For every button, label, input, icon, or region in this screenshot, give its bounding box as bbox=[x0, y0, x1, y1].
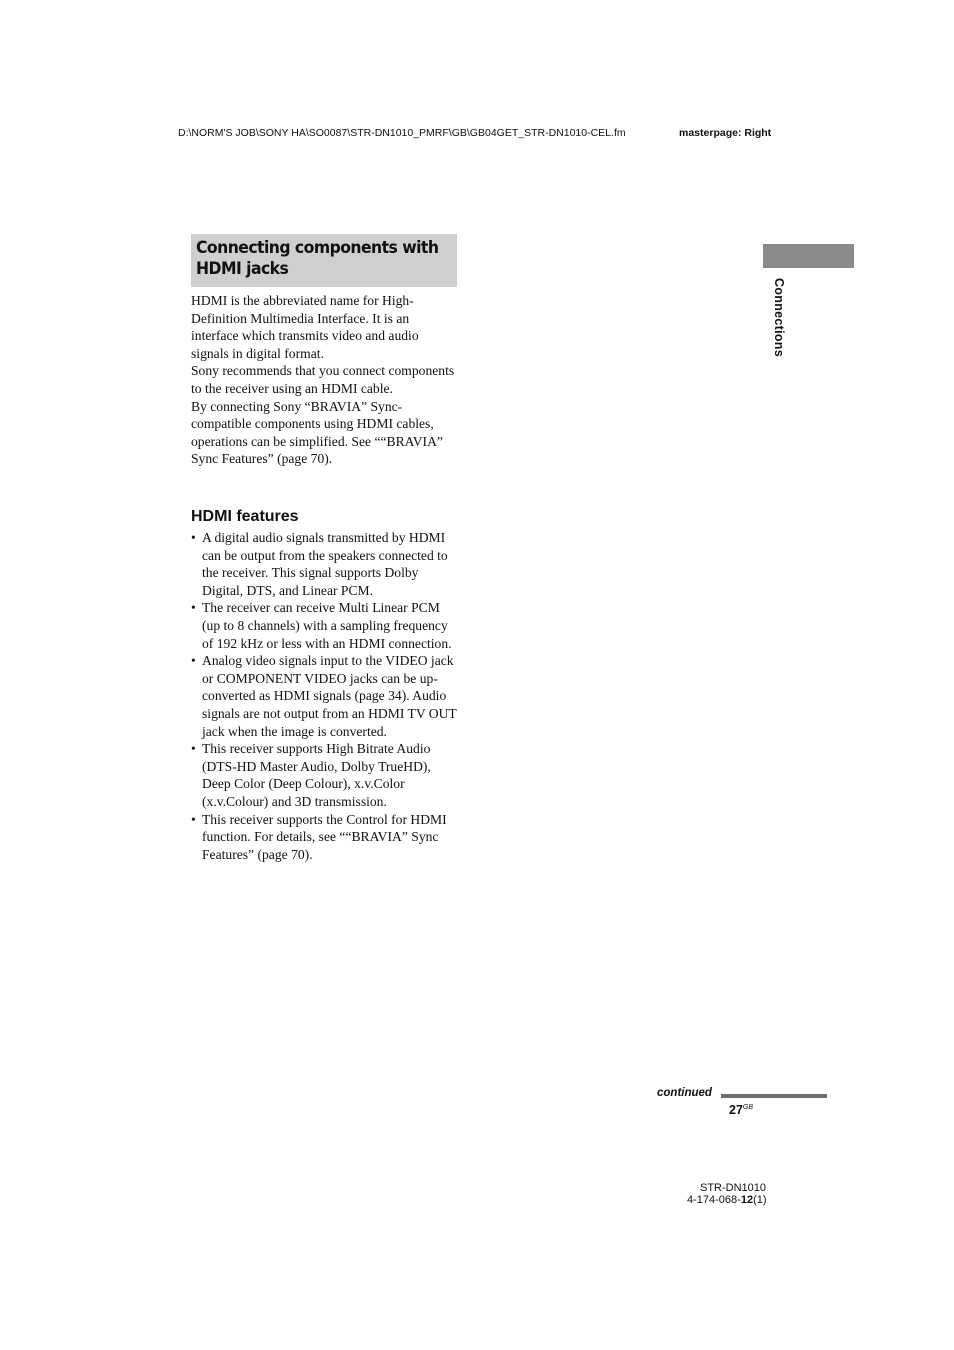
section-title-line1: Connecting components with bbox=[196, 238, 439, 258]
intro-paragraph: Sony recommends that you connect components to the receiver using an HDMI cable. bbox=[191, 363, 455, 396]
section-heading bbox=[191, 234, 457, 287]
list-item-text: The receiver can receive Multi Linear PCM (up to 8 channels) with a sampling frequency of 192 kHz or less with an HDMI connection. bbox=[202, 600, 452, 651]
intro-paragraph: HDMI is the abbreviated name for High-Definition Multimedia Interface. It is an interface which transmits video and audio signals in digital format. bbox=[191, 293, 419, 361]
side-tab-label: Connections bbox=[772, 278, 786, 357]
list-item bbox=[191, 652, 457, 740]
section-title-line2: HDMI jacks bbox=[196, 259, 289, 279]
continued-label: continued bbox=[657, 1087, 712, 1099]
list-item bbox=[191, 811, 457, 864]
code-bold: 12 bbox=[740, 1194, 754, 1206]
intro-paragraph: By connecting Sony “BRAVIA” Sync-compatible components using HDMI cables, operations can be simplified. See ““BRAVIA” Sync Features” (page 70). bbox=[191, 398, 443, 467]
masterpage-label: masterpage: Right bbox=[679, 127, 772, 139]
page-number-suffix: GB bbox=[742, 1103, 754, 1111]
features-heading: HDMI features bbox=[191, 508, 299, 525]
continued-rule bbox=[721, 1094, 827, 1098]
file-path-header: D:\NORM'S JOB\SONY HA\SO0087\STR-DN1010_PMRF\GB\GB04GET_STR-DN1010-CEL.fm bbox=[178, 127, 626, 139]
list-item bbox=[191, 529, 457, 599]
model-number: STR-DN1010 bbox=[700, 1182, 767, 1194]
features-list bbox=[191, 529, 457, 863]
list-item-text: Analog video signals input to the VIDEO jack or COMPONENT VIDEO jacks can be up-converted as HDMI signals (page 34). Audio signals are not output from an HDMI TV OUT jack when the image is converted. bbox=[202, 653, 457, 739]
list-item-text: This receiver supports the Control for HDMI function. For details, see ““BRAVIA” Sync Features” (page 70). bbox=[202, 811, 447, 862]
intro-text bbox=[191, 292, 457, 468]
list-item-text: This receiver supports High Bitrate Audio (DTS-HD Master Audio, Dolby TrueHD), Deep Color (Deep Colour), x.v.Color (x.v.Colour) and 3D transmission. bbox=[202, 741, 431, 809]
section-tab-marker bbox=[763, 244, 854, 268]
bullet-icon: • bbox=[191, 600, 196, 616]
page-number bbox=[729, 1103, 753, 1117]
bullet-icon: • bbox=[191, 811, 196, 827]
list-item bbox=[191, 599, 457, 652]
bullet-icon: • bbox=[191, 530, 196, 545]
code-suffix: (1) bbox=[753, 1194, 767, 1206]
list-item-text: A digital audio signals transmitted by HDMI can be output from the speakers connected to the receiver. This signal supports Dolby Digital, DTS, and Linear PCM. bbox=[202, 530, 448, 598]
page-number-value: 27 bbox=[729, 1103, 743, 1117]
document-code bbox=[687, 1194, 767, 1206]
bullet-icon: • bbox=[191, 653, 196, 669]
bullet-icon: • bbox=[191, 741, 196, 757]
code-prefix: 4-174-068- bbox=[687, 1194, 741, 1206]
list-item bbox=[191, 740, 457, 810]
